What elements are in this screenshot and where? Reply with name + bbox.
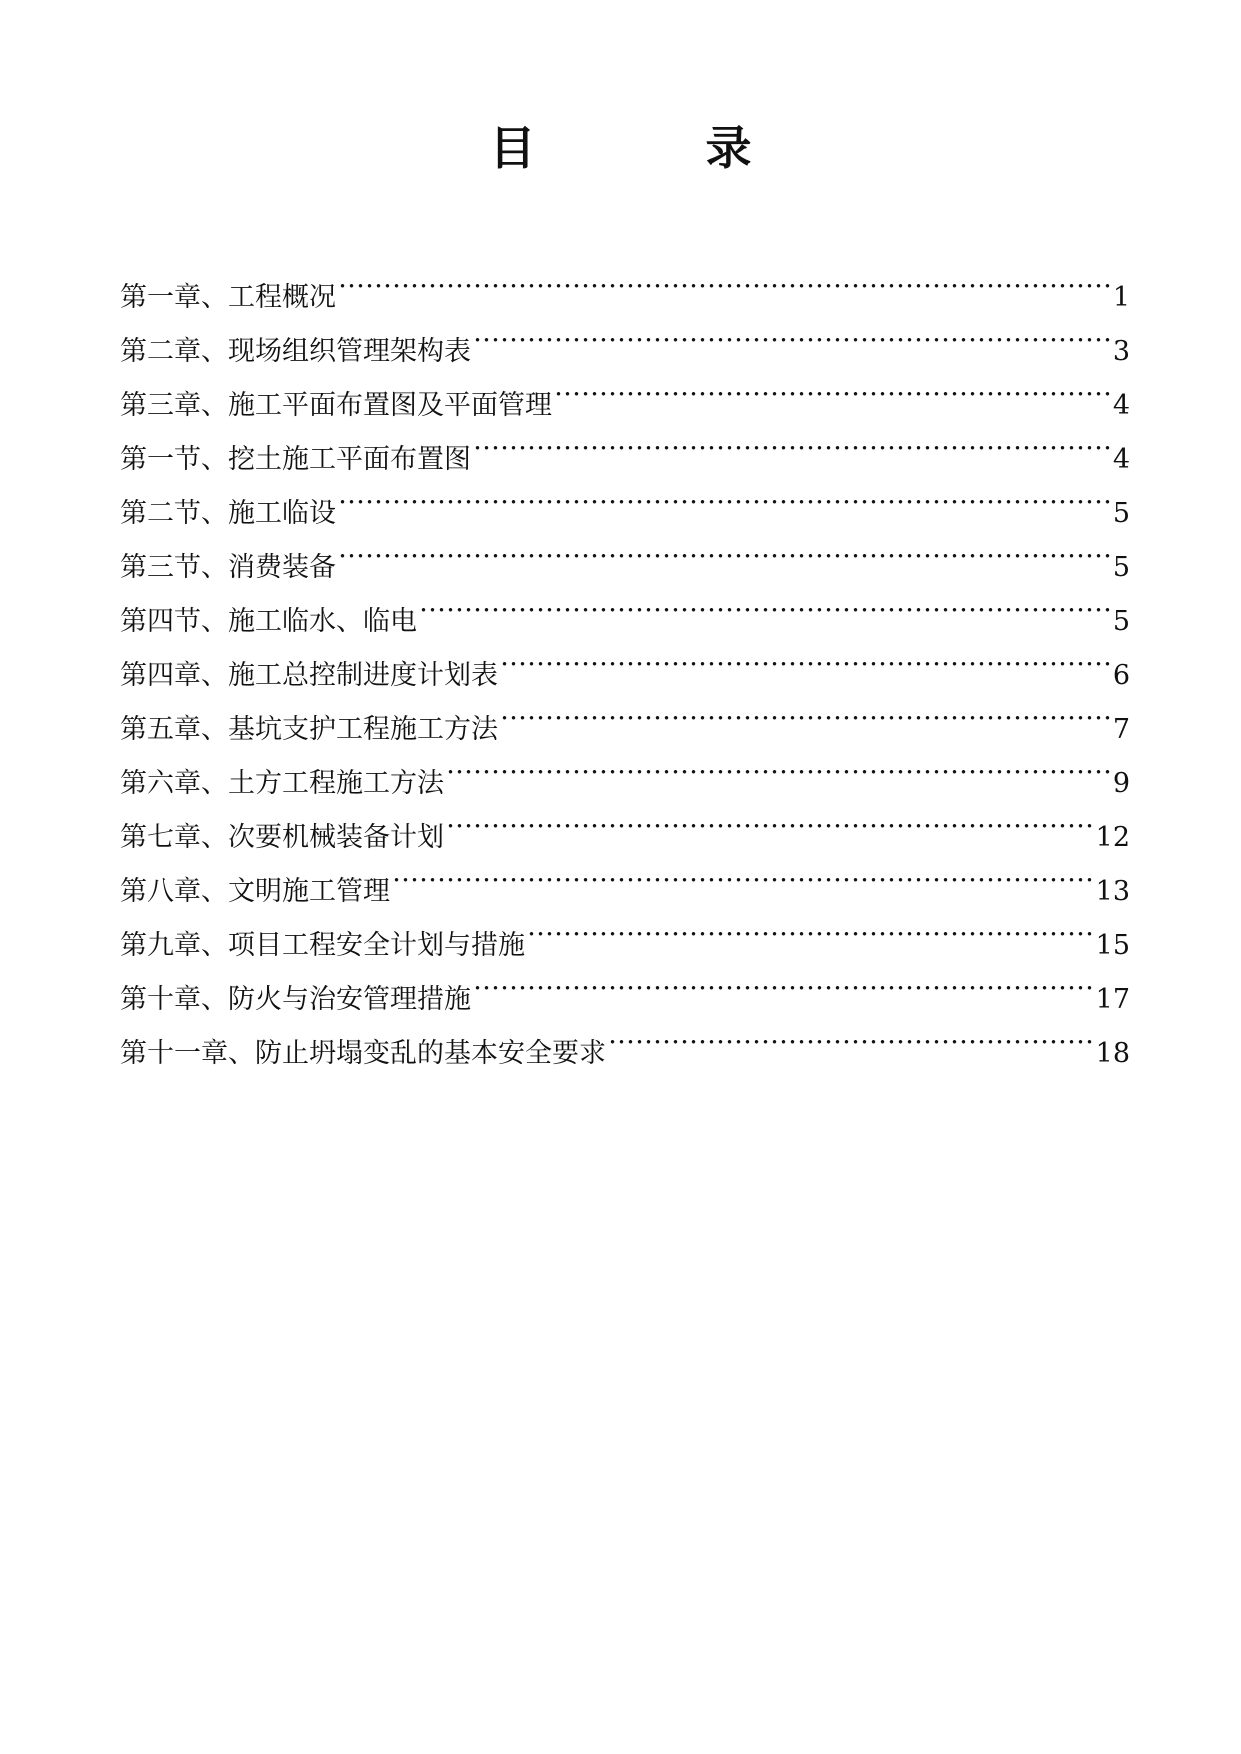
toc-entry-page: 3	[1112, 336, 1130, 367]
toc-entry-label: 第一节、挖土施工平面布置图	[120, 444, 471, 475]
toc-leader-dots	[608, 1008, 1094, 1062]
toc-leader-dots	[338, 522, 1111, 576]
toc-entry-label: 第十一章、防止坍塌变乱的基本安全要求	[120, 1038, 606, 1069]
toc-leader-dots	[554, 360, 1111, 414]
toc-entry-page: 9	[1112, 768, 1130, 799]
toc-entry-page: 4	[1112, 390, 1130, 421]
toc-leader-dots	[473, 414, 1111, 468]
toc-entry-label: 第三章、施工平面布置图及平面管理	[120, 390, 552, 421]
toc-entry-label: 第一章、工程概况	[120, 282, 336, 313]
toc-entry-page: 15	[1095, 930, 1130, 961]
toc-entry-page: 5	[1112, 552, 1130, 583]
toc-entry-label: 第四节、施工临水、临电	[120, 606, 417, 637]
toc-leader-dots	[473, 954, 1094, 1008]
toc-list	[120, 252, 1130, 1069]
toc-entry-page: 12	[1095, 822, 1130, 853]
toc-entry-page: 5	[1112, 498, 1130, 529]
toc-entry-page: 18	[1095, 1038, 1130, 1069]
toc-leader-dots	[473, 306, 1111, 360]
toc-entry-page: 13	[1095, 876, 1130, 907]
toc-entry-page: 1	[1112, 282, 1130, 313]
toc-entry-label: 第三节、消费装备	[120, 552, 336, 583]
toc-entry-label: 第九章、项目工程安全计划与措施	[120, 930, 525, 961]
toc-leader-dots	[338, 468, 1111, 522]
toc-entry-label: 第八章、文明施工管理	[120, 876, 390, 907]
toc-entry-label: 第七章、次要机械装备计划	[120, 822, 444, 853]
toc-entry-page: 6	[1112, 660, 1130, 691]
toc-entry-label: 第十章、防火与治安管理措施	[120, 984, 471, 1015]
toc-entry-label: 第二节、施工临设	[120, 498, 336, 529]
toc-entry-label: 第六章、土方工程施工方法	[120, 768, 444, 799]
toc-leader-dots	[527, 900, 1094, 954]
toc-leader-dots	[419, 576, 1111, 630]
toc-leader-dots	[446, 738, 1111, 792]
toc-leader-dots	[392, 846, 1094, 900]
toc-leader-dots	[500, 684, 1111, 738]
toc-entry-page: 4	[1112, 444, 1130, 475]
toc-entry-label: 第四章、施工总控制进度计划表	[120, 660, 498, 691]
toc-leader-dots	[446, 792, 1094, 846]
toc-entry-page: 5	[1112, 606, 1130, 637]
toc-entry-page: 7	[1112, 714, 1130, 745]
toc-leader-dots	[500, 630, 1111, 684]
toc-title: 目 录	[489, 121, 814, 175]
toc-entry[interactable]	[120, 252, 1130, 313]
toc-leader-dots	[338, 252, 1111, 306]
toc-entry-page: 17	[1095, 984, 1130, 1015]
toc-entry-label: 第二章、现场组织管理架构表	[120, 336, 471, 367]
toc-entry-label: 第五章、基坑支护工程施工方法	[120, 714, 498, 745]
